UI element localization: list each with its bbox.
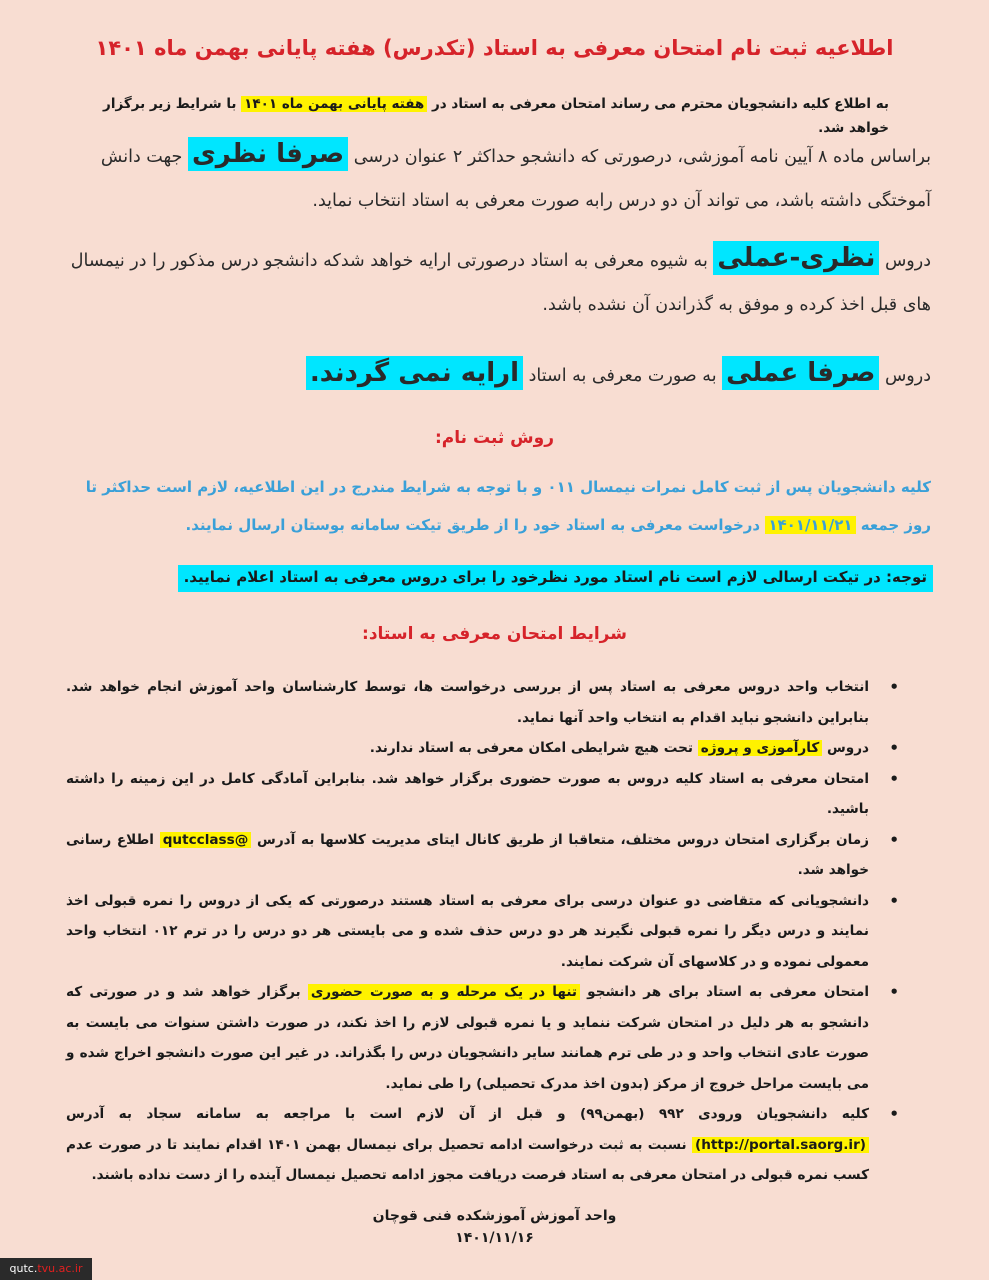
registration-text-a: کلیه دانشجویان پس از ثبت کامل نمرات نیمسال ۰۱۱ و با توجه به شرایط مندرج در این اطلاعیه، لازم است حداکثر تا روز جمعه — [85, 478, 931, 534]
portal-link[interactable]: (http://portal.saorg.ir) — [692, 1137, 869, 1153]
condition-highlight: کارآموزی و پروژه — [698, 740, 823, 756]
p2-highlight: نظری-عملی — [713, 241, 879, 275]
signature-office: واحد آموزش آموزشکده فنی قوچان — [372, 1208, 617, 1224]
list-item — [66, 672, 899, 733]
condition-text: امتحان معرفی به استاد کلیه دروس به صورت حضوری برگزار خواهد شد. بنابراین آمادگی کامل در این زمینه را داشته باشید. — [66, 770, 869, 817]
list-item — [66, 764, 899, 825]
signature-block — [0, 1205, 989, 1249]
conditions-list — [66, 672, 899, 1191]
bullet-icon: • — [889, 830, 899, 849]
p1-text-b: جهت دانش آموختگی داشته باشد، می تواند آن دو درس رابه صورت معرفی به استاد انتخاب نماید. — [100, 147, 931, 211]
condition-text-a: دروس — [822, 740, 869, 756]
condition-text: دانشجویانی که متقاضی دو عنوان درسی برای معرفی به استاد هستند درصورتی که یکی از دروس را نمره قبولی اخذ نمایند و درس دیگر را نمره قبولی نگیرند هر دو درس حذف شده و می بایستی هر دو درس را در ترم ۰۱۲ انتخاب واحد معمولی نموده و در کلاسهای آن شرکت نمایند. — [66, 892, 869, 970]
registration-text-b: درخواست معرفی به استاد خود را از طریق تیکت سامانه بوستان ارسال نمایند. — [185, 516, 766, 534]
condition-text-a: امتحان معرفی به استاد برای هر دانشجو — [580, 984, 869, 1000]
signature-date: ۱۴۰۱/۱۱/۱۶ — [455, 1230, 534, 1246]
channel-address: @qutcclass — [160, 832, 252, 848]
p3-highlight-1: صرفا عملی — [722, 356, 879, 390]
bullet-icon: • — [889, 983, 899, 1001]
registration-paragraph — [58, 468, 931, 544]
list-item — [66, 733, 899, 764]
intro-text-a: به اطلاع کلیه دانشجویان محترم می رساند امتحان معرفی به استاد در — [427, 96, 889, 112]
p2-text-a: دروس — [879, 251, 931, 271]
theory-only-paragraph — [58, 132, 931, 223]
watermark-domain: tvu.ac.ir — [37, 1262, 83, 1275]
note-box — [60, 563, 933, 591]
condition-text-a: کلیه دانشجویان ورودی ۹۹۲ (بهمن۹۹) و قبل از آن لازم است با مراجعه به سامانه سجاد به آدرس — [66, 1106, 869, 1122]
bullet-icon: • — [889, 769, 899, 788]
intro-text-c: با شرایط زیر برگزار خواهد شد. — [103, 96, 889, 136]
registration-deadline: ۱۴۰۱/۱۱/۲۱ — [765, 516, 855, 534]
theory-practical-paragraph — [58, 236, 931, 327]
registration-heading: روش ثبت نام: — [435, 428, 554, 448]
condition-text-a: زمان برگزاری امتحان دروس مختلف، متعاقبا از طریق کانال ایتای مدیریت کلاسها به آدرس — [251, 831, 869, 848]
p1-highlight: صرفا نظری — [188, 137, 348, 171]
note-text: توجه: در تیکت ارسالی لازم است نام استاد مورد نظرخود را برای دروس معرفی به استاد اعلام نمایید. — [178, 565, 933, 592]
p3-text-b: به صورت معرفی به استاد — [523, 366, 723, 386]
p3-highlight-2: ارایه نمی گردند. — [306, 356, 523, 390]
condition-text-b: نسبت به ثبت درخواست ادامه تحصیل برای نیمسال بهمن ۱۴۰۱ اقدام نمایند تا در صورت عدم کسب نمره قبولی در امتحان معرفی به استاد فرصت دریافت مجوز ادامه تحصیل نیمسال آینده را از دست نداده باشند. — [66, 1136, 869, 1183]
intro-highlight: هفته پایانی بهمن ماه ۱۴۰۱ — [241, 96, 427, 112]
site-watermark — [0, 1258, 92, 1280]
list-item — [66, 1099, 899, 1191]
watermark-prefix: qutc. — [9, 1262, 38, 1275]
list-item — [66, 977, 899, 1099]
list-item — [66, 886, 899, 978]
condition-highlight: تنها در یک مرحله و به صورت حضوری — [308, 984, 580, 1000]
page-title: اطلاعیه ثبت نام امتحان معرفی به استاد (تکدرس) هفته پایانی بهمن ماه ۱۴۰۱ — [95, 36, 894, 60]
conditions-heading: شرایط امتحان معرفی به استاد: — [362, 624, 627, 644]
condition-text: انتخاب واحد دروس معرفی به استاد پس از بررسی درخواست ها، توسط کارشناسان واحد آموزش انجام خواهد شد. بنابراین دانشجو نباید اقدام به انتخاب واحد آنها نماید. — [66, 679, 869, 726]
p1-text-a: براساس ماده ۸ آیین نامه آموزشی، درصورتی که دانشجو حداکثر ۲ عنوان درسی — [348, 147, 931, 167]
condition-text-b: تحت هیچ شرایطی امکان معرفی به استاد ندارند. — [369, 740, 698, 756]
p3-text-a: دروس — [879, 366, 931, 386]
condition-text-b: اطلاع رسانی خواهد شد. — [66, 831, 869, 878]
bullet-icon: • — [889, 891, 899, 910]
list-item — [66, 825, 899, 886]
bullet-icon: • — [889, 739, 899, 757]
bullet-icon: • — [889, 1105, 899, 1123]
condition-text-b: برگزار خواهد شد و در صورتی که دانشجو به هر دلیل در امتحان شرکت ننماید و یا نمره قبولی لازم را اخذ نکند، در صورت داشتن سنوات می بایست به صورت عادی انتخاب واحد و در طی ترم همانند سایر دانشجویان درس را بگذراند. در غیر این صورت دانشجو اخراج شده و می بایست مراحل خروج از مرکز (بدون اخذ مدرک تحصیلی) را طی نماید. — [66, 984, 869, 1092]
bullet-icon: • — [889, 678, 899, 696]
practical-only-paragraph — [58, 350, 931, 402]
p2-text-b: به شیوه معرفی به استاد درصورتی ارایه خواهد شدکه دانشجو درس مذکور را در نیمسال های قبل اخذ کرده و موفق به گذراندن آن نشده باشد. — [70, 251, 931, 315]
